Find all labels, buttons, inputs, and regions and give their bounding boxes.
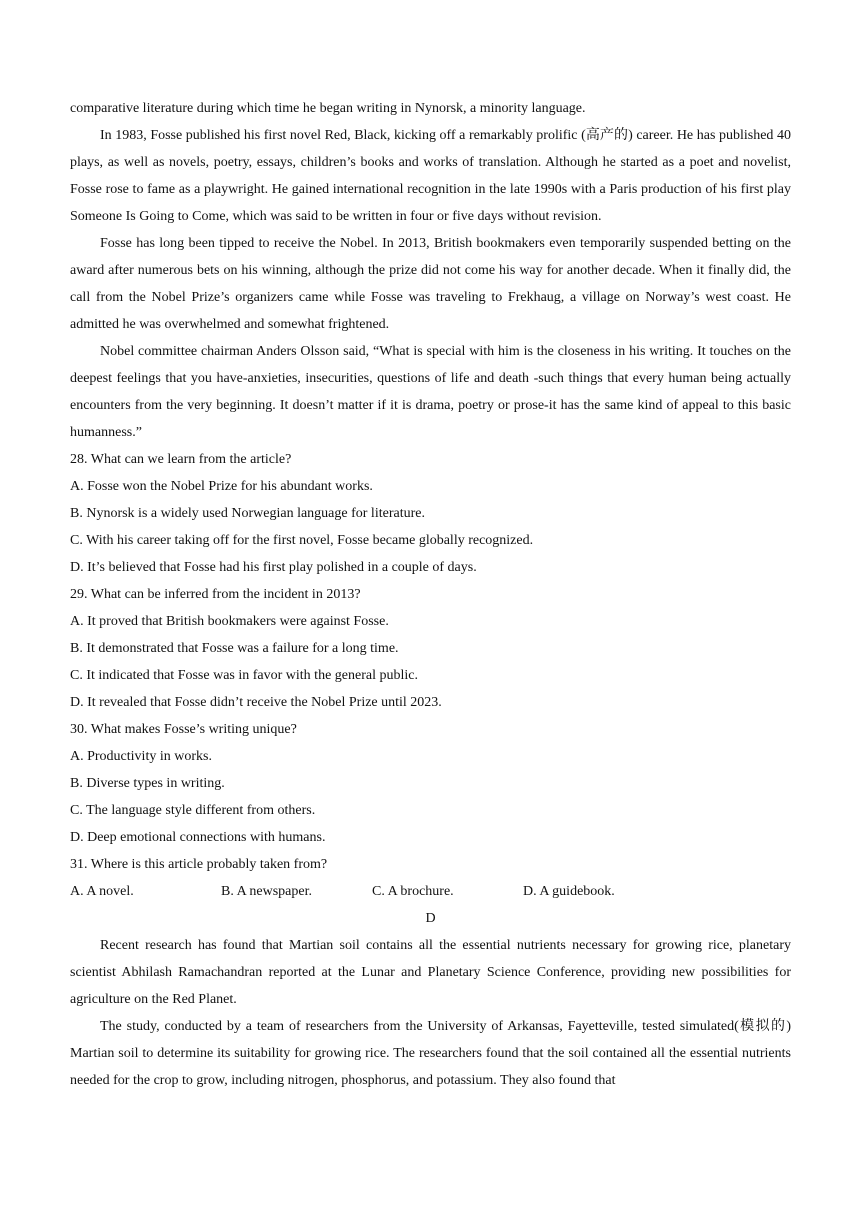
option-b: B. A newspaper. — [221, 884, 312, 899]
document-page — [70, 95, 791, 1094]
option-c: C. A brochure. — [372, 884, 454, 899]
question-stem: 28. What can we learn from the article? — [70, 452, 292, 467]
option-b: B. It demonstrated that Fosse was a failure for a long time. — [70, 641, 399, 656]
option-c: C. With his career taking off for the first novel, Fosse became globally recognized. — [70, 533, 534, 548]
option-a: A. Fosse won the Nobel Prize for his abundant works. — [70, 479, 373, 494]
option-b: B. Nynorsk is a widely used Norwegian language for literature. — [70, 506, 425, 521]
option-a: A. A novel. — [70, 884, 134, 899]
question-29 — [70, 581, 791, 716]
section-heading-d: D — [425, 911, 436, 926]
question-stem: 29. What can be inferred from the incident in 2013? — [70, 587, 361, 602]
passage-c-paragraph-2: In 1983, Fosse published his first novel Red, Black, kicking off a remarkably prolific (高产的) career. He has published 40 plays, as well as novels, poetry, essays, children’s books and works of translation. Although he started as a poet and novelist, Fosse rose to fame as a playwright. He gained international recognition in the late 1990s with a Paris production of his first play Someone Is Going to Come, which was said to be written in four or five days without revision. — [70, 128, 791, 224]
option-b: B. Diverse types in writing. — [70, 776, 225, 791]
question-stem: 30. What makes Fosse’s writing unique? — [70, 722, 297, 737]
option-d: D. It’s believed that Fosse had his first play polished in a couple of days. — [70, 560, 477, 575]
option-a: A. Productivity in works. — [70, 749, 212, 764]
option-d: D. A guidebook. — [523, 884, 615, 899]
option-d: D. It revealed that Fosse didn’t receive the Nobel Prize until 2023. — [70, 695, 442, 710]
option-c: C. It indicated that Fosse was in favor with the general public. — [70, 668, 418, 683]
options-row — [70, 878, 791, 905]
passage-c-paragraph-1: comparative literature during which time he began writing in Nynorsk, a minority language. — [70, 101, 586, 116]
passage-d-paragraph-2: The study, conducted by a team of researchers from the University of Arkansas, Fayetteville, tested simulated(模拟的) Martian soil to determine its suitability for growing rice. The researchers found that the soil contained all the essential nutrients needed for the crop to grow, including nitrogen, phosphorus, and potassium. They also found that — [70, 1019, 791, 1088]
option-a: A. It proved that British bookmakers were against Fosse. — [70, 614, 389, 629]
passage-c-paragraph-4: Nobel committee chairman Anders Olsson said, “What is special with him is the closeness in his writing. It touches on the deepest feelings that you have-anxieties, insecurities, questions of life and death -such things that every human being actually encounters from the very beginning. It doesn’t matter if it is drama, poetry or prose-it has the same kind of appeal to this basic humanness.” — [70, 344, 791, 440]
option-d: D. Deep emotional connections with humans. — [70, 830, 326, 845]
passage-c-paragraph-3: Fosse has long been tipped to receive the Nobel. In 2013, British bookmakers even temporarily suspended betting on the award after numerous bets on his winning, although the prize did not come his way for another decade. When it finally did, the call from the Nobel Prize’s organizers came while Fosse was traveling to Frekhaug, a village on Norway’s west coast. He admitted he was overwhelmed and somewhat frightened. — [70, 236, 791, 332]
question-stem: 31. Where is this article probably taken from? — [70, 857, 328, 872]
question-30 — [70, 716, 791, 851]
question-28 — [70, 446, 791, 581]
question-31 — [70, 851, 791, 905]
passage-d-paragraph-1: Recent research has found that Martian soil contains all the essential nutrients necessary for growing rice, planetary scientist Abhilash Ramachandran reported at the Lunar and Planetary Science Conference, providing new possibilities for agriculture on the Red Planet. — [70, 938, 791, 1007]
option-c: C. The language style different from others. — [70, 803, 316, 818]
